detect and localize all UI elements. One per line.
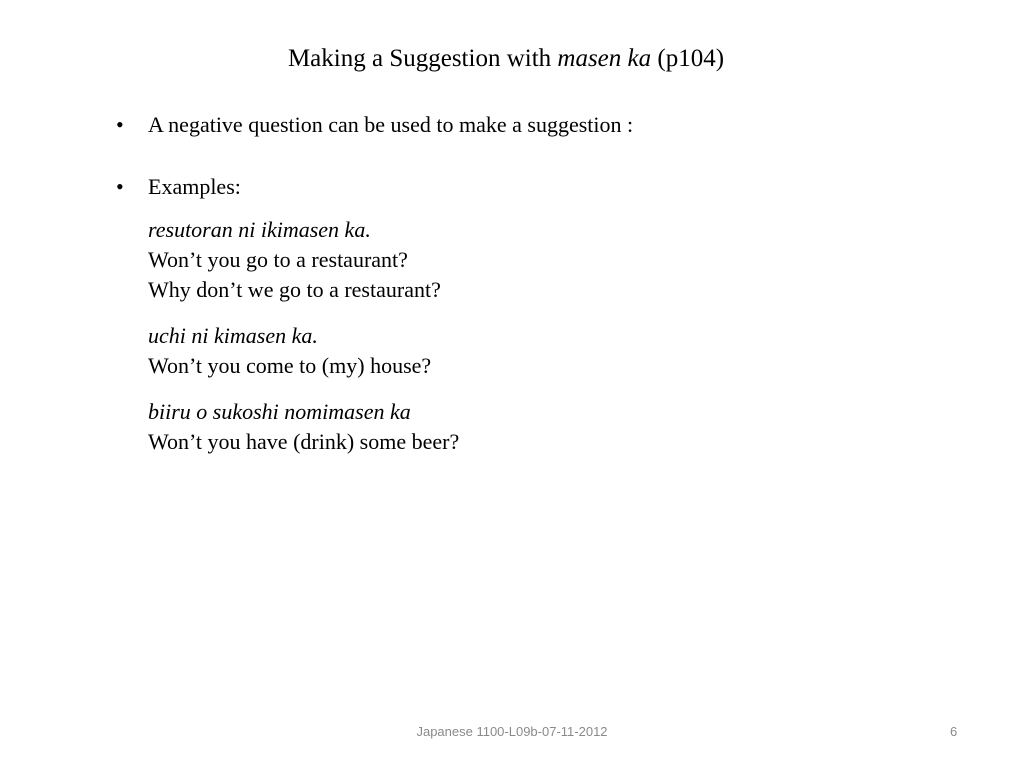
example-restaurant (148, 215, 441, 305)
bullet-text: Examples: (148, 174, 241, 199)
slide-title (0, 42, 1012, 76)
example-translation: Why don’t we go to a restaurant? (148, 277, 441, 302)
bullet-text: A negative question can be used to make a suggestion : (148, 112, 634, 137)
bullet-point-icon: • (116, 112, 124, 137)
title-suffix: (p104) (651, 45, 725, 72)
example-japanese: resutoran ni ikimasen ka. (148, 217, 371, 242)
example-japanese: uchi ni kimasen ka. (148, 323, 318, 348)
example-translation: Won’t you come to (my) house? (148, 353, 432, 378)
title-prefix: Making a Suggestion with (287, 45, 558, 72)
page-number: 6 (950, 724, 958, 739)
example-house (148, 321, 431, 381)
title-italic-term: masen ka (557, 45, 652, 72)
example-japanese: biiru o sukoshi nomimasen ka (148, 399, 411, 424)
example-beer (148, 397, 459, 457)
footer-label: Japanese 1100-L09b-07-11-2012 (416, 724, 608, 739)
bullet-point-icon: • (116, 174, 124, 199)
example-translation: Won’t you have (drink) some beer? (148, 429, 460, 454)
example-translation: Won’t you go to a restaurant? (148, 247, 408, 272)
